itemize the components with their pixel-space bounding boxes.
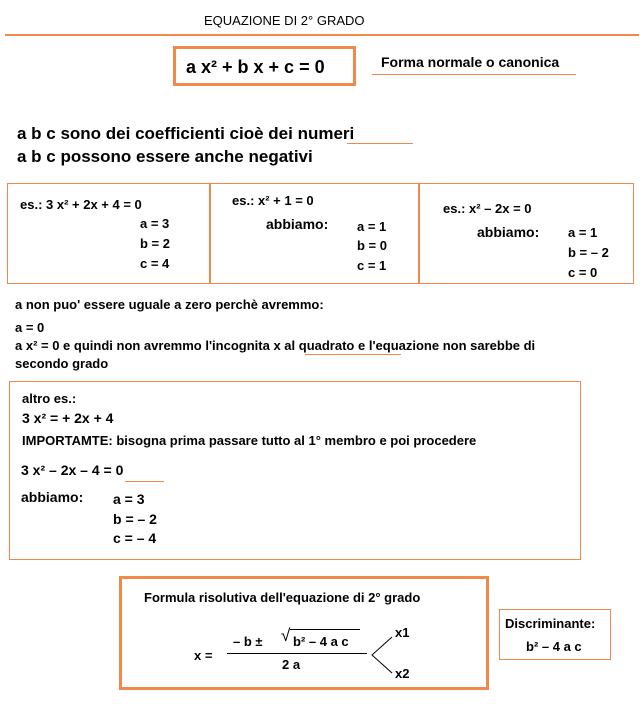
note-line-4: secondo grado xyxy=(15,356,109,371)
discriminant-expr: b² – 4 a c xyxy=(526,639,582,654)
square-root-icon: √ xyxy=(281,626,291,645)
example-1-a: a = 3 xyxy=(140,216,170,231)
x-al-quadrato-underline xyxy=(305,354,401,355)
canonical-label: Forma normale o canonica xyxy=(381,54,560,70)
example-3-intro: abbiamo: xyxy=(477,224,540,240)
note-line-2: a = 0 xyxy=(15,320,45,335)
example-1-c: c = 4 xyxy=(140,256,170,271)
examples-divider-2 xyxy=(418,183,420,284)
canonical-form-box xyxy=(173,46,356,86)
formula-x2: x2 xyxy=(395,666,410,681)
formula-x-equals: x = xyxy=(194,648,213,663)
formula-denominator: 2 a xyxy=(282,657,301,672)
example-1-b: b = 2 xyxy=(140,236,170,251)
page-title: EQUAZIONE DI 2° GRADO xyxy=(204,13,365,28)
note-line-1: a non puo' essere uguale a zero perchè avremmo: xyxy=(15,297,324,312)
note-line-3 xyxy=(15,338,535,353)
numeri-underline xyxy=(347,143,413,144)
example-2-equation: es.: x² + 1 = 0 xyxy=(232,193,314,208)
example-2-c: c = 1 xyxy=(357,258,387,273)
eq2-equals-underline xyxy=(125,481,164,482)
other-example-heading: altro es.: xyxy=(22,391,77,406)
formula-radicand: b² – 4 a c xyxy=(293,634,349,649)
examples-divider-1 xyxy=(209,183,211,284)
note-x-al-quadrato: x al quadrato xyxy=(273,338,355,353)
example-2-intro: abbiamo: xyxy=(266,216,329,232)
formula-x1: x1 xyxy=(395,625,410,640)
note-line-3-a: a x² = 0 e quindi non avremmo l'incognita xyxy=(15,338,274,353)
intro-line-1 xyxy=(17,124,354,144)
example-1-equation: es.: 3 x² + 2x + 4 = 0 xyxy=(20,197,142,212)
other-example-a: a = 3 xyxy=(113,491,145,507)
canonical-formula: a x² + b x + c = 0 xyxy=(186,57,325,77)
fraction-bar xyxy=(227,653,367,654)
other-example-eq2-left: 3 x² – 2x – 4 xyxy=(21,462,104,478)
other-example-intro: abbiamo: xyxy=(21,489,84,505)
other-example-c: c = – 4 xyxy=(113,530,157,546)
title-underline xyxy=(5,34,639,36)
other-example-eq1: 3 x² = + 2x + 4 xyxy=(22,410,114,426)
intro-line-1-text: a b c sono dei coefficienti cioè dei xyxy=(17,124,298,143)
other-example-b: b = – 2 xyxy=(113,511,157,527)
example-3-a: a = 1 xyxy=(568,225,598,240)
radical-bar xyxy=(290,629,360,630)
branch-icon xyxy=(370,636,394,674)
formula-title: Formula risolutiva dell'equazione di 2° grado xyxy=(144,590,421,605)
example-2-b: b = 0 xyxy=(357,238,387,253)
example-3-equation: es.: x² – 2x = 0 xyxy=(443,201,532,216)
other-example-eq2-right: = 0 xyxy=(103,462,124,478)
important-note: IMPORTAMTE: bisogna prima passare tutto al 1° membro e poi procedere xyxy=(22,433,477,448)
example-3-c: c = 0 xyxy=(568,265,598,280)
canonical-label-underline xyxy=(372,74,576,75)
example-2-a: a = 1 xyxy=(357,219,387,234)
formula-numerator-left: – b ± xyxy=(233,634,263,649)
intro-line-2: a b c possono essere anche negativi xyxy=(17,147,313,166)
discriminant-label: Discriminante: xyxy=(505,616,596,631)
example-3-b: b = – 2 xyxy=(568,245,609,260)
intro-numeri: numeri xyxy=(297,124,355,143)
other-example-eq2 xyxy=(21,462,123,478)
note-line-3-b: e l'equazione non sarebbe di xyxy=(354,338,536,353)
